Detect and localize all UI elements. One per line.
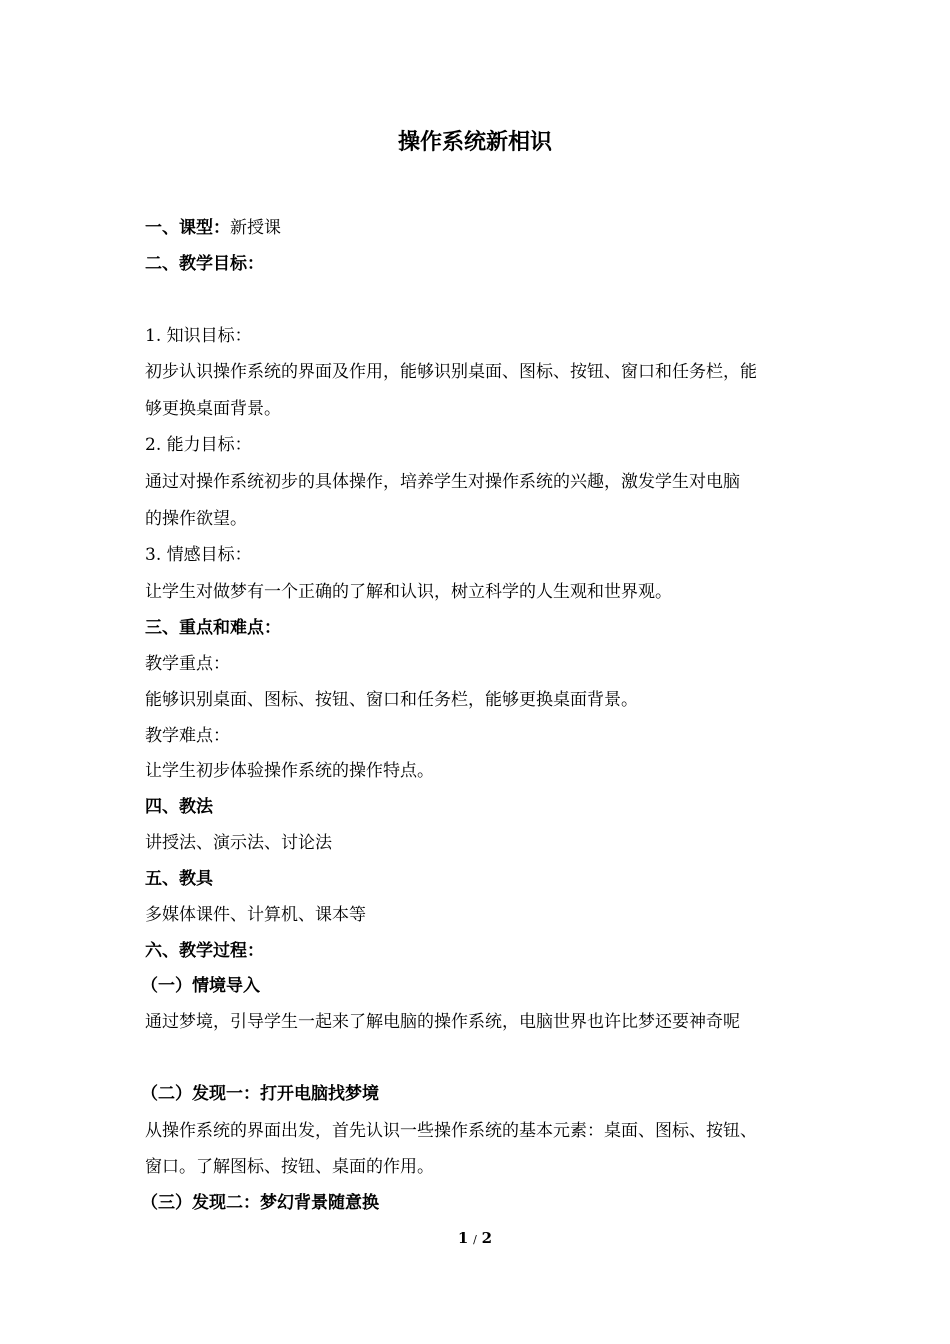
difficulty-text: 让学生初步体验操作系统的操作特点。 (145, 761, 434, 781)
ability-text-line1: 通过对操作系统初步的具体操作，培养学生对操作系统的兴趣，激发学生对电脑 (145, 472, 740, 492)
methods-text: 讲授法、演示法、讨论法 (145, 833, 332, 853)
page-separator: / (473, 1233, 477, 1246)
step1-text: 通过梦境，引导学生一起来了解电脑的操作系统，电脑世界也许比梦还要神奇呢 (145, 1012, 740, 1032)
objectives-heading: 二、教学目标： (145, 254, 264, 274)
difficulty-label: 教学难点： (145, 726, 230, 746)
lesson-type-label: 一、课型： (145, 218, 230, 238)
current-page: 1 (457, 1229, 469, 1247)
process-heading: 六、教学过程： (145, 941, 264, 961)
methods-heading: 四、教法 (145, 797, 213, 817)
step2-heading: （二）发现一：打开电脑找梦境 (141, 1084, 379, 1104)
step2-text-line2: 窗口。了解图标、按钮、桌面的作用。 (145, 1157, 434, 1177)
knowledge-text-line1: 初步认识操作系统的界面及作用，能够识别桌面、图标、按钮、窗口和任务栏，能 (145, 362, 757, 382)
document-title: 操作系统新相识 (397, 129, 552, 155)
page-number (0, 1227, 950, 1251)
knowledge-text-line2: 够更换桌面背景。 (145, 399, 281, 419)
knowledge-label: 1. 知识目标： (145, 326, 252, 346)
emotion-text: 让学生对做梦有一个正确的了解和认识，树立科学的人生观和世界观。 (145, 582, 672, 602)
tools-heading: 五、教具 (145, 869, 213, 889)
ability-label: 2. 能力目标： (145, 435, 252, 455)
step1-heading: （一）情境导入 (141, 976, 260, 996)
total-pages: 2 (481, 1229, 493, 1247)
focus-text: 能够识别桌面、图标、按钮、窗口和任务栏，能够更换桌面背景。 (145, 690, 638, 710)
focus-label: 教学重点： (145, 654, 230, 674)
lesson-type-value: 新授课 (230, 218, 281, 238)
step3-heading: （三）发现二：梦幻背景随意换 (141, 1193, 379, 1213)
emotion-label: 3. 情感目标： (145, 545, 252, 565)
key-points-heading: 三、重点和难点： (145, 618, 281, 638)
lesson-type-line (145, 216, 815, 240)
step2-text-line1: 从操作系统的界面出发，首先认识一些操作系统的基本元素：桌面、图标、按钮、 (145, 1121, 757, 1141)
ability-text-line2: 的操作欲望。 (145, 509, 247, 529)
tools-text: 多媒体课件、计算机、课本等 (145, 905, 366, 925)
